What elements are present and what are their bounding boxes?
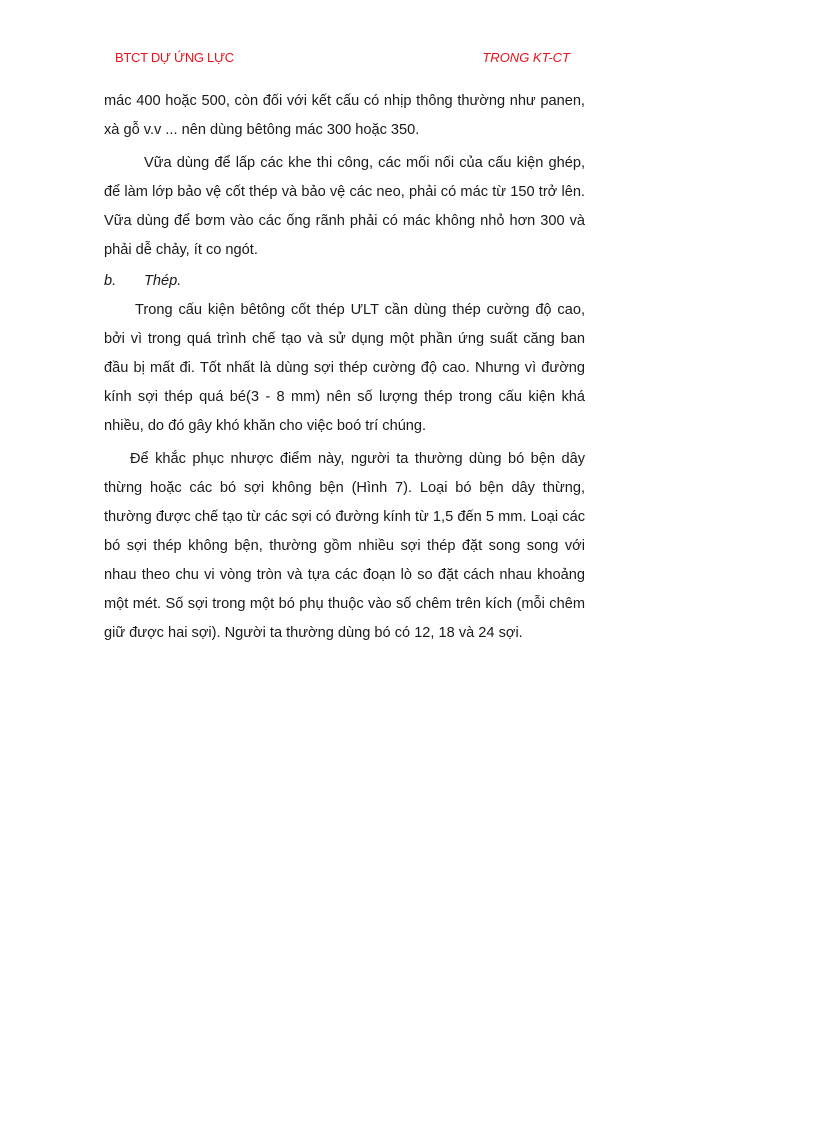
document-body [104,87,585,648]
paragraph-steel-strength: Trong cấu kiện bêtông cốt thép ƯLT cần dùng thép cường độ cao, bởi vì trong quá trình chế tạo và sử dụng một phần ứng suất căng ban đầu bị mất đi. Tốt nhất là dùng sợi thép cường độ cao. Nhưng vì đường kính sợi thép quá bé(3 - 8 mm) nên số lượng thép trong cấu kiện khá nhiều, do đó gây khó khăn cho việc boó trí chúng. [104,302,585,434]
header-title-right: TRONG KT-CT [482,50,570,65]
paragraph-steel-bundles: Để khắc phục nhược điểm này, người ta thường dùng bó bện dây thừng hoặc các bó sợi không bện (Hình 7). Loại bó bện dây thừng, thường được chế tạo từ các sợi có đường kính từ 1,5 đến 5 mm. Loại các bó sợi thép không bện, thường gồm nhiều sợi thép đặt song song với nhau theo chu vi vòng tròn và tựa các đoạn lò so đặt cách nhau khoảng một mét. Số sợi trong một bó phụ thuộc vào số chêm trên kích (mỗi chêm giữ được hai sợi). Người ta thường dùng bó có 12, 18 và 24 sợi. [104,451,585,641]
section-heading-label: b. [104,273,117,289]
section-heading-steel [104,267,585,296]
paragraph-mortar: Vữa dùng để lấp các khe thi công, các mối nối của cấu kiện ghép, để làm lớp bảo vệ cốt thép và bảo vệ các neo, phải có mác từ 150 trở lên. Vữa dùng để bơm vào các ống rãnh phải có mác không nhỏ hơn 300 và phải dễ chảy, ít co ngót. [104,155,585,258]
section-heading-text: Thép. [144,273,182,289]
paragraph-concrete-grade: mác 400 hoặc 500, còn đối với kết cấu có nhịp thông thường như panen, xà gỗ v.v ... nên dùng bêtông mác 300 hoặc 350. [104,93,585,138]
page-header [115,50,570,70]
header-title-left: BTCT DỰ ỨNG LỰC [115,50,234,65]
